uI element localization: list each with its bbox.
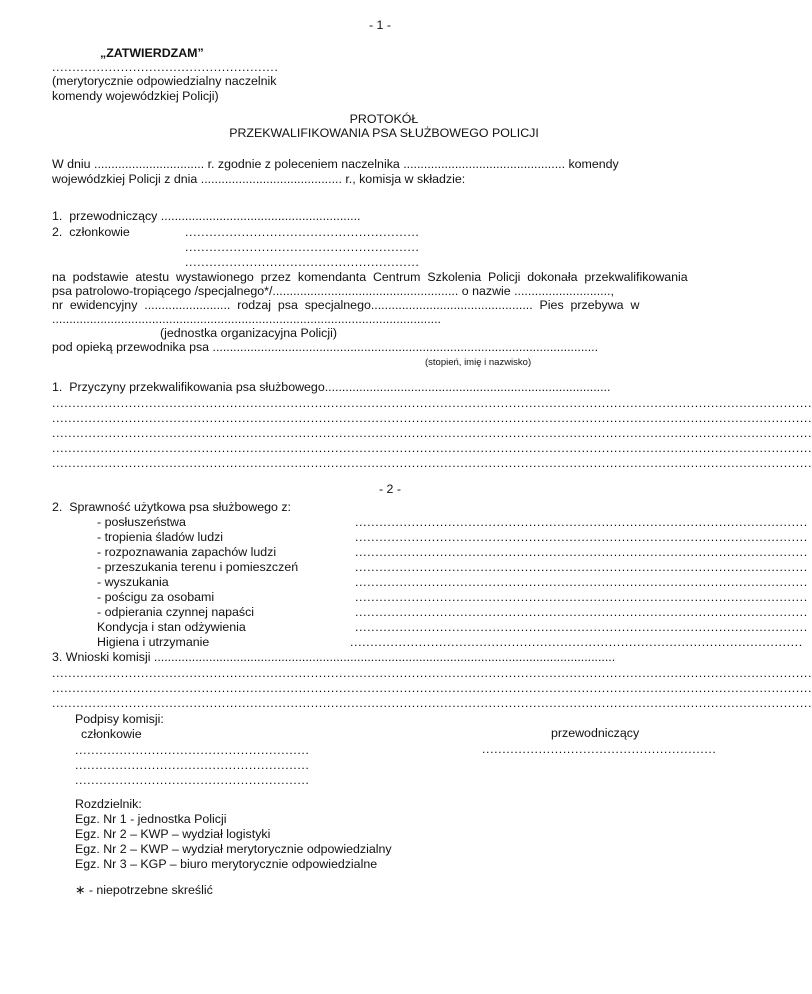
page-number-1: - 1 - [368,18,392,32]
fitness-value-line: ................................................................................................................ [355,590,808,604]
commission-chair-line: 1. przewodniczący .......................................................... [52,209,361,223]
section-3-title: 3. Wnioski komisji ...................................................................................................................................... [52,650,616,664]
basis-line-2: psa patrolowo-tropiącego /specjalnego*/...................................................... o nazwie ............................, [52,284,614,298]
approval-signature-line: ........................................................ [52,60,279,74]
section-3-line: ............................................................................................................................................................................................ [52,666,812,680]
basis-line-1: na podstawie atestu wystawionego przez komendanta Centrum Szkolenia Policji dokonała przekwalifikowania [52,270,688,284]
footnote: ∗ - niepotrzebne skreślić [75,883,213,897]
commission-members-label: 2. członkowie [52,225,130,239]
commission-member-line: .......................................................... [185,255,420,269]
distribution-title: Rozdzielnik: [75,797,142,811]
fitness-item: - wyszukania [97,575,169,589]
unit-caption: (jednostka organizacyjna Policji) [160,326,337,340]
signatures-chair-label: przewodniczący [551,726,640,740]
signatures-title: Podpisy komisji: [75,712,164,726]
fitness-item: Higiena i utrzymanie [97,635,210,649]
basis-line-4: ................................................................................................................. [52,312,442,326]
fitness-value-line: ................................................................................................................ [355,575,808,589]
signatures-members-label: członkowie [81,727,142,741]
chair-signature-line: .......................................................... [482,742,717,756]
fitness-item: - pościgu za osobami [97,590,215,604]
distribution-item: Egz. Nr 2 – KWP – wydział logistyki [75,827,271,841]
fitness-value-line: ................................................................................................................ [355,560,808,574]
member-signature-line: .......................................................... [75,758,310,772]
section-2-title: 2. Sprawność użytkowa psa służbowego z: [52,500,291,514]
fitness-value-line: ................................................................................................................ [355,530,808,544]
fitness-item: Kondycja i stan odżywienia [97,620,246,634]
basis-line-5: pod opieką przewodnika psa ................................................................................................................ [52,340,599,354]
commission-member-line: .......................................................... [185,225,420,239]
fitness-item: - przeszukania terenu i pomieszczeń [97,560,299,574]
fitness-value-line: ................................................................................................................ [350,635,803,649]
handler-caption: (stopień, imię i nazwisko) [425,357,532,368]
section-1-line: ............................................................................................................................................................................................ [52,396,812,410]
approval-title: „ZATWIERDZAM” [100,46,204,60]
fitness-value-line: ................................................................................................................ [355,620,808,634]
page-number-2: - 2 - [378,482,402,496]
distribution-item: Egz. Nr 1 - jednostka Policji [75,812,227,826]
document-title: PROTOKÓŁ [349,112,419,126]
section-1-line: ............................................................................................................................................................................................ [52,441,812,455]
distribution-item: Egz. Nr 3 – KGP – biuro merytorycznie odpowiedzialne [75,857,378,871]
fitness-value-line: ................................................................................................................ [355,605,808,619]
intro-line-2: wojewódzkiej Policji z dnia ......................................... r., komisja w składzie: [52,172,466,186]
basis-line-3: nr ewidencyjny ......................... rodzaj psa specjalnego............................................... Pies przebywa w [52,298,640,312]
fitness-item: - rozpoznawania zapachów ludzi [97,545,277,559]
fitness-item: - posłuszeństwa [97,515,186,529]
commission-member-line: .......................................................... [185,240,420,254]
member-signature-line: .......................................................... [75,743,310,757]
approval-note-line-1: (merytorycznie odpowiedzialny naczelnik [52,74,277,88]
section-3-line: ............................................................................................................................................................................................ [52,696,812,710]
section-1-line: ............................................................................................................................................................................................ [52,426,812,440]
fitness-value-line: ................................................................................................................ [355,515,808,529]
approval-note-line-2: komendy wojewódzkiej Policji) [52,89,219,103]
member-signature-line: .......................................................... [75,773,310,787]
distribution-item: Egz. Nr 2 – KWP – wydział merytorycznie odpowiedzialny [75,842,392,856]
section-1-title: 1. Przyczyny przekwalifikowania psa służbowego................................................................................... [52,380,611,394]
section-1-line: ............................................................................................................................................................................................ [52,456,812,470]
intro-line-1: W dniu ................................ r. zgodnie z poleceniem naczelnika ............................................... komendy [52,157,619,171]
section-1-line: ............................................................................................................................................................................................ [52,411,812,425]
fitness-item: - tropienia śladów ludzi [97,530,224,544]
fitness-value-line: ................................................................................................................ [355,545,808,559]
section-3-line: ............................................................................................................................................................................................ [52,681,812,695]
fitness-item: - odpierania czynnej napaści [97,605,255,619]
document-subtitle: PRZEKWALIFIKOWANIA PSA SŁUŻBOWEGO POLICJI [229,126,539,140]
